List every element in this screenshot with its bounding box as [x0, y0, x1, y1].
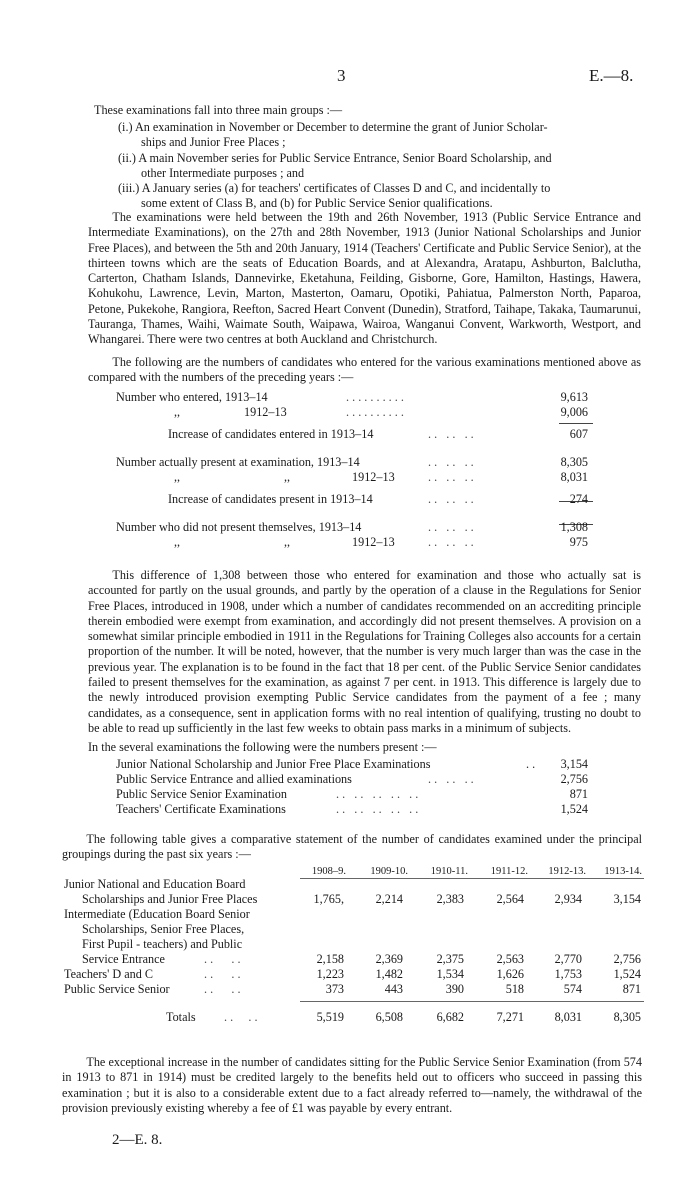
year-header: 1913-14. — [604, 866, 642, 877]
table-cell: 1,765, — [313, 892, 344, 906]
total-cell: 8,305 — [613, 1010, 641, 1024]
group-text-cont: other Intermediate purposes ; and — [141, 165, 305, 180]
table-cell: 2,756 — [613, 952, 641, 966]
group-number: (ii.) — [118, 150, 136, 165]
group-item — [118, 151, 642, 182]
table-cell: 871 — [622, 982, 641, 996]
table-cell: 390 — [445, 982, 464, 996]
year-header: 1910-11. — [430, 866, 468, 877]
present-row: Teachers' Certificate Examinations . . . . . . . . . . 1,524 — [116, 802, 588, 816]
present-row: Junior National Scholarship and Junior Free Place Examinations . . 3,154 — [116, 757, 588, 771]
stat-row: ,, ,, 1912–13 . . . . . . 8,031 — [174, 470, 588, 484]
table-cell: 2,770 — [554, 952, 582, 966]
table-cell: 1,223 — [316, 967, 344, 981]
intro-line: These examinations fall into three main groups :— — [94, 103, 343, 117]
stat-value: 1,308 — [560, 520, 588, 534]
group-item — [118, 120, 642, 151]
stat-row: Number who entered, 1913–14 . . . . . . . . . . 9,613 — [116, 390, 588, 404]
sum-rule — [559, 423, 593, 424]
stat-value: 975 — [569, 535, 588, 549]
table-cell: 2,563 — [496, 952, 524, 966]
stat-row: Increase of candidates entered in 1913–14 . . . . . . 607 — [168, 427, 588, 441]
stat-row: Increase of candidates present in 1913–14 . . . . . . 274 — [168, 492, 588, 506]
year-header: 1908–9. — [311, 866, 346, 877]
table-cell: 373 — [325, 982, 344, 996]
group-number: (iii.) — [118, 181, 140, 196]
header-rule — [300, 878, 644, 879]
totals-rule — [300, 1001, 644, 1002]
paragraph-present-intro: In the several examinations the following were the numbers present :— — [88, 740, 437, 754]
table-cell: 1,753 — [554, 967, 582, 981]
table-cell: 2,375 — [436, 952, 464, 966]
year-header: 1911-12. — [490, 866, 528, 877]
present-row: Public Service Senior Examination . . . . . . . . . . 871 — [116, 787, 588, 801]
paragraph-table-intro: The following table gives a comparative statement of the number of candidates examined under the principal groupings during the past six years :— — [62, 832, 642, 862]
present-value: 871 — [569, 787, 588, 801]
stat-row: ,, 1912–13 . . . . . . . . . . 9,006 — [174, 405, 588, 419]
page-number: 3 — [337, 66, 346, 85]
group-text-cont: some extent of Class B, and (b) for Public Service Senior qualifications. — [141, 196, 493, 211]
total-cell: 6,682 — [436, 1010, 464, 1024]
group-text: A main November series for Public Service Entrance, Senior Board Scholarship, and — [138, 150, 552, 165]
stat-row: Number actually present at examination, 1913–14 . . . . . . 8,305 — [116, 455, 588, 469]
table-cell: 3,154 — [613, 892, 641, 906]
table-cell: 1,524 — [613, 967, 641, 981]
paragraph-numbers-intro: The following are the numbers of candidates who entered for the various examinations mentioned above as compared with the numbers of the preceding years :— — [88, 355, 641, 385]
stat-value: 8,305 — [560, 455, 588, 469]
group-text: An examination in November or December to determine the grant of Junior Scholar- — [134, 120, 548, 134]
year-header: 1912-13. — [548, 866, 586, 877]
table-cell: 2,214 — [375, 892, 403, 906]
numbers-present-list — [116, 757, 596, 817]
total-cell: 8,031 — [554, 1010, 582, 1024]
group-text-cont: ships and Junior Free Places ; — [141, 135, 286, 150]
table-cell: 1,626 — [496, 967, 524, 981]
total-cell: 6,508 — [375, 1010, 403, 1024]
table-cell: 2,383 — [436, 892, 464, 906]
table-cell: 1,534 — [436, 967, 464, 981]
table-header — [64, 864, 644, 878]
stat-value: 9,613 — [560, 390, 588, 404]
table-cell: 518 — [505, 982, 524, 996]
groups-list — [118, 120, 642, 212]
stat-value: 274 — [569, 492, 588, 506]
year-header: 1909-10. — [370, 866, 408, 877]
table-cell: 2,369 — [375, 952, 403, 966]
paragraph-exam-centres: The examinations were held between the 19th and 26th November, 1913 (Public Service Entrance and Intermediate Examinations), on the 27th and 28th November, 1913 (Junior National Scholarships and Junior Free Places), and between the 5th and 20th January, 1914 (Teachers' Certificate and Public Service Senior), at the thirteen towns which are the seats of Education Boards, and at Alexandra, Aratapu, Ashburton, Balclutha, Carterton, Chatham Islands, Dannevirke, Eketahuna, Feilding, Gisborne, Gore, Hamilton, Hastings, Hawera, Kohukohu, Lawrence, Levin, Marton, Masterton, Oamaru, Opotiki, Pahiatua, Palmerston North, Paparoa, Petone, Pukekohe, Rangiora, Reefton, Sacred Heart Convent (Dunedin), Stratford, Taihape, Takaka, Taumarunui, Tauranga, Thames, Waihi, Waimate South, Waipawa, Wairoa, Wanganui Convent, Warkworth, Westport, and Whangarei. There were two centres at both Auckland and Christchurch. — [88, 210, 641, 347]
present-value: 3,154 — [560, 757, 588, 771]
stat-row: ,, ,, 1912–13 . . . . . . 975 — [174, 535, 588, 549]
table-cell: 443 — [384, 982, 403, 996]
table-cell: 2,158 — [316, 952, 344, 966]
document-reference: E.—8. — [589, 66, 634, 85]
paragraph-difference-explanation: This difference of 1,308 between those who entered for examination and those who actually sat is accounted for partly on the usual grounds, and partly by the operation of a clause in the Regulations for Senior Free Places, introduced in 1908, under which a number of candidates recommended on an accrediting principle therein embodied were exempt from examination, and accordingly did not present themselves. A provision on a somewhat similar principle embodied in 1911 in the Regulations for Training Colleges also accounts for a certain proportion of the number. It will be noted, however, that the number is very much larger than was the case in the previous year. The explanation is to be found in the fact that 18 per cent. of the Public Service Senior candidates failed to present themselves for the examination, as against 7 per cent. in 1913. This difference is largely due to the newly introduced provision exempting Public Service candidates from the payment of a fee ; many candidates, as a consequence, sent in application forms with no real intention of qualifying, trusting no doubt to be able to read up sufficiently in the last few weeks to obtain pass marks in a minimum of subjects. — [88, 568, 641, 735]
group-text: A January series (a) for teachers' certificates of Classes D and C, and incidentally to — [141, 181, 551, 196]
present-value: 1,524 — [560, 802, 588, 816]
present-row: Public Service Entrance and allied examinations . . . . . . 2,756 — [116, 772, 588, 786]
present-value: 2,756 — [560, 772, 588, 786]
stat-value: 9,006 — [560, 405, 588, 419]
table-cell: 1,482 — [375, 967, 403, 981]
table-cell: 574 — [563, 982, 582, 996]
stat-value: 8,031 — [560, 470, 588, 484]
table-cell: 2,934 — [554, 892, 582, 906]
total-cell: 7,271 — [496, 1010, 524, 1024]
entries-statistics — [116, 390, 596, 550]
stat-row: Number who did not present themselves, 1913–14 . . . . . . 1,308 — [116, 520, 588, 534]
paragraph-public-service-senior: The exceptional increase in the number of candidates sitting for the Public Service Senior Examination (from 574 in 1913 to 871 in 1914) must be credited largely to the benefits held out to officers who succeed in passing this examination ; but it is also to a considerable extent due to a fact already referred to—namely, the withdrawal of the provision previously existing whereby a fee of £1 was payable by every entrant. — [62, 1055, 642, 1115]
group-item — [118, 181, 642, 212]
total-cell: 5,519 — [316, 1010, 344, 1024]
stat-value: 607 — [569, 427, 588, 441]
table-cell: 2,564 — [496, 892, 524, 906]
document-page: 3 E.—8. These examinations fall into three main groups :— (i.) An examination in November or December to determine the grant of Junior Scholar- ships and Junior Free Places ; (ii.) A main November series for Public Service Entrance, Senior Board Scholarship, and other Intermediate purposes ; and (iii.) A January series (a) for teachers' certificates of Classes D and C, and incidentally to some extent of Class B, and (b) for Public Service Senior qualifications. The examinations were held between the 19th and 26th November, 1913 (Public Service Entrance and Intermediate Examinations), on the 27th and 28th November, 1913 (Junior National Scholarships and Junior Free Places), and between the 5th and 20th January, 1914 (Teachers' Certificate and Public Service Senior), at the thirteen towns which are the seats of Education Boards, and at Alexandra, Aratapu, Ashburton, Balclutha, Carterton, Chatham Islands, Dannevirke, Eketahuna, Feilding, Gisborne, Gore, Hamilton, Hastings, Hawera, Kohukohu, Lawrence, Levin, Marton, Masterton, Oamaru, Opotiki, Pahiatua, Palmerston North, Paparoa, Petone, Pukekohe, Rangiora, Reefton, Sacred Heart Convent (Dunedin), Stratford, Taihape, Takaka, Taumarunui, Tauranga, Thames, Waihi, Waimate South, Waipawa, Wairoa, Wanganui Convent, Warkworth, Westport, and Whangarei. There were two centres at both Auckland and Christchurch. The following are the numbers of candidates who entered for the various examinations mentioned above as compared with the numbers of the preceding years :— Number who entered, 1913–14 . . . . . . . . . . 9,613 ,, 1912–13 . . . . . . . . . . 9,006 Increase of candidates entered in 1913–14 . . . . . . 607 Number actually present at examination, 1913–14 . . . . . . 8,305 ,, ,, 1912–13 . . . . . . 8,031 Increase of candidates present in 1913–14 . . . . . . 274 Number who did not present themselves, 1913–14 . . . . . . 1,308 ,, ,, 1912–13 . . . . . . 975 This difference of 1,308 between those who entered for examination and those who actually sat is accounted for partly on the usual grounds, and partly by the operation of a clause in the Regulations for Senior Free Places, introduced in 1908, under which a number of candidates recommended on an accrediting principle therein embodied were exempt from examination, and accordingly did not present themselves. A provision on a somewhat similar principle embodied in 1911 in the Regulations for Training Colleges also accounts for a certain proportion of the number. It will be noted, however, that the number is very much larger than was the case in the previous year. The explanation is to be found in the fact that 18 per cent. of the Public Service Senior candidates failed to present themselves for the examination, as against 7 per cent. in 1913. This difference is largely due to the newly introduced provision exempting Public Service candidates from the payment of a fee ; many candidates, as a consequence, sent in application forms with no real intention of qualifying, trusting no doubt to be able to read up sufficiently in the last few weeks to obtain pass marks in a minimum of subjects. In the several examinations the following were the numbers present :— Junior National Scholarship and Junior Free Place Examinations . . 3,154 Public Service Entrance and allied examinations . . . . . . 2,756 Public Service Senior Examination . . . . . . . . . . 871 Teachers' Certificate Examinations . . . . . . . . . . 1,524 The following table gives a comparative statement of the number of candidates examined under the principal groupings during the past six years :— 1908–9. 1909-10. 1910-11. 1911-12. 1912-13. 1913-14. Junior National and Education Board Scholarships and Junior Free Places 1,765, 2,214 2,383 2,564 2,934 3,154 Intermediate (Education Board Senior Scholarships, Senior Free Places, First Pupil - teachers) and Public Service Entrance . . . . 2,158 2,369 2,375 2,563 2,770 2,756 Teachers' D and C . . . . 1,223 1,482 1,534 1,626 1,753 1,524 Public Service Senior . . . . 373 443 390 518 574 871 Totals . . . . 5,519 6,508 6,682 7,271 8,031 8,305 The exceptional increase in the number of candidates sitting for the Public Service Senior Examination (from 574 in 1913 to 871 in 1914) must be credited largely to the benefits held out to officers who succeed in passing this examination ; but it is also to a considerable extent due to a fact already referred to—namely, the withdrawal of the provision previously existing whereby a fee of £1 was payable by every entrant. 2—E. 8. — [62, 66, 642, 1148]
footer-signature: 2—E. 8. — [112, 1132, 163, 1148]
group-number: (i.) — [118, 120, 133, 134]
